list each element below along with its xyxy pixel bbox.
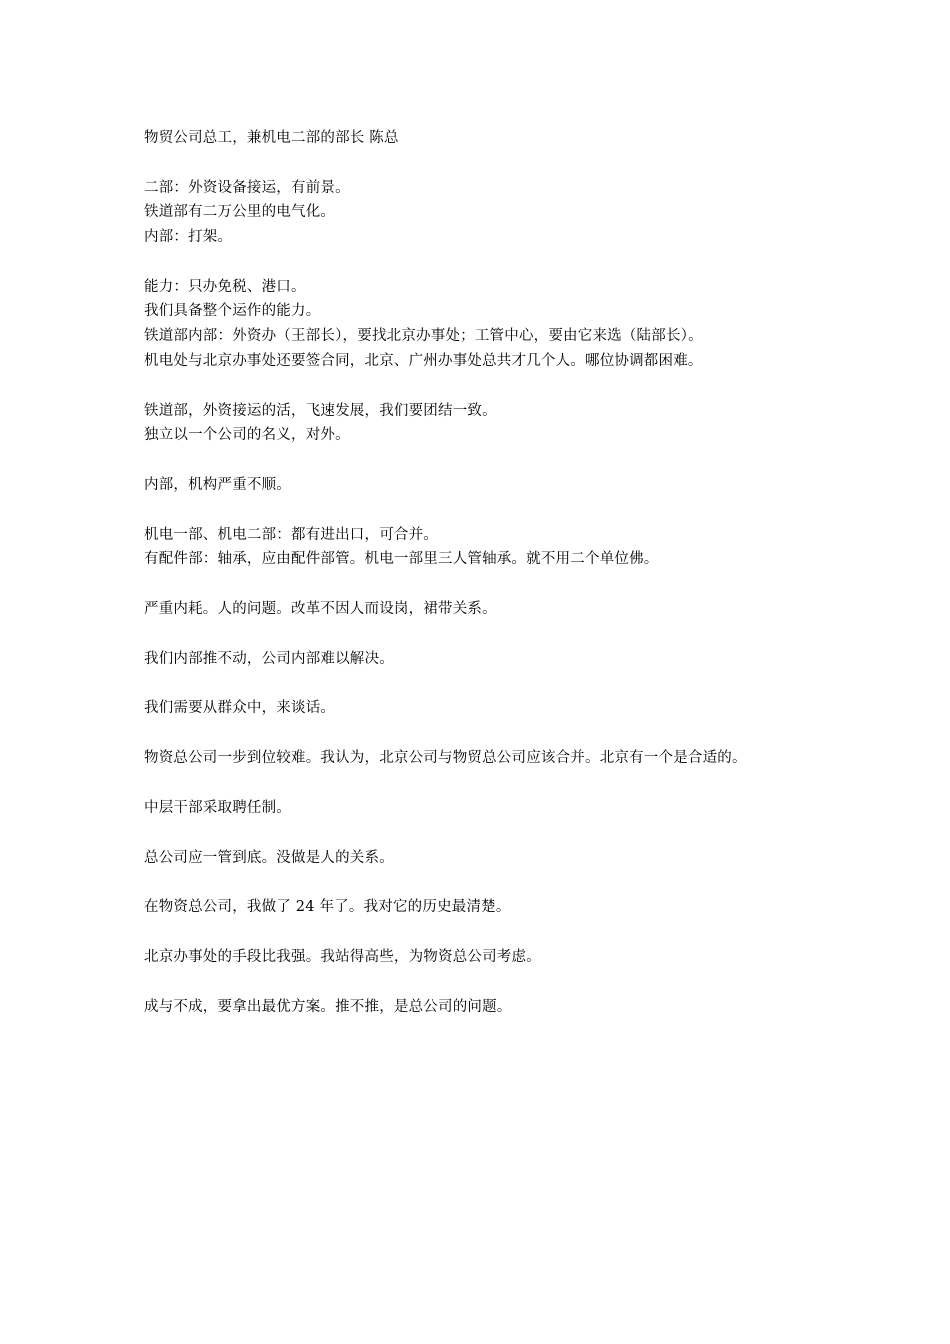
text-line: 铁道部，外资接运的活，飞速发展，我们要团结一致。 (144, 403, 497, 419)
document-heading: 物贸公司总工，兼机电二部的部长 陈总 (144, 130, 399, 146)
text-line: 有配件部：轴承，应由配件部管。机电一部里三人管轴承。就不用二个单位佛。 (144, 551, 659, 567)
text-line: 总公司应一管到底。没做是人的关系。 (144, 850, 394, 866)
text-line: 北京办事处的手段比我强。我站得高些，为物资总公司考虑。 (144, 949, 541, 965)
text-line: 成与不成，要拿出最优方案。推不推，是总公司的问题。 (144, 999, 512, 1015)
text-line: 我们需要从群众中，来谈话。 (144, 700, 336, 716)
text-line: 内部：打架。 (144, 229, 233, 245)
text-line: 能力：只办免税、港口。 (144, 279, 306, 295)
text-line: 我们内部推不动，公司内部难以解决。 (144, 651, 394, 667)
text-line: 二部：外资设备接运，有前景。 (144, 180, 350, 196)
text-line: 铁道部内部：外资办（王部长），要找北京办事处；工管中心，要由它来选（陆部长）。 (144, 328, 703, 344)
text-line: 在物资总公司，我做了 24 年了。我对它的历史最清楚。 (144, 899, 511, 915)
text-line: 机电处与北京办事处还要签合同，北京、广州办事处总共才几个人。哪位协调都困难。 (144, 353, 703, 369)
text-line: 严重内耗。人的问题。改革不因人而设岗，裙带关系。 (144, 601, 497, 617)
text-line: 中层干部采取聘任制。 (144, 800, 291, 816)
text-line: 我们具备整个运作的能力。 (144, 303, 321, 319)
text-line: 内部，机构严重不顺。 (144, 477, 291, 493)
text-line: 机电一部、机电二部：都有进出口，可合并。 (144, 527, 438, 543)
text-line: 铁道部有二万公里的电气化。 (144, 204, 336, 220)
text-line: 物资总公司一步到位较难。我认为，北京公司与物贸总公司应该合并。北京有一个是合适的。 (144, 750, 747, 766)
text-line: 独立以一个公司的名义，对外。 (144, 427, 350, 443)
